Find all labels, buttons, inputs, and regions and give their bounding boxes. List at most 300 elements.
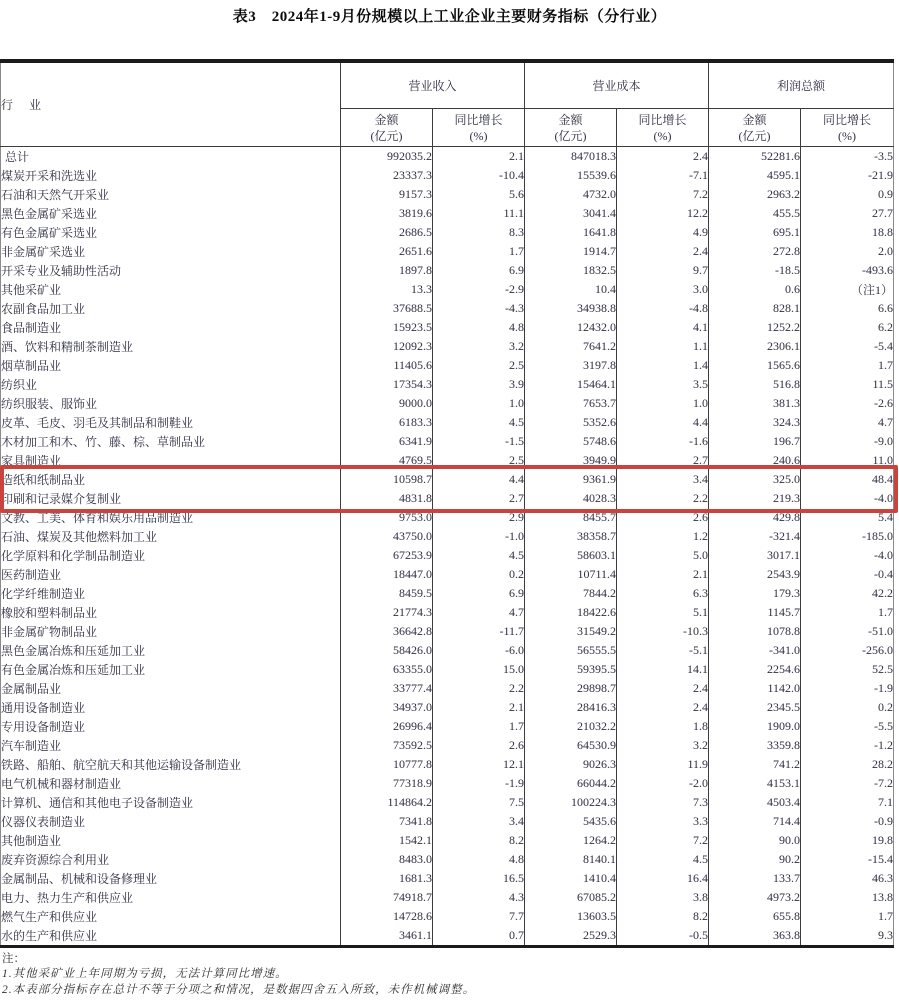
value-cell: 2.1 [617, 565, 709, 584]
industry-cell: 非金属矿物制品业 [1, 625, 98, 639]
value-cell: -10.4 [433, 166, 525, 185]
table-row [1, 546, 894, 565]
value-cell: 3461.1 [341, 926, 433, 947]
value-cell: 714.4 [709, 812, 801, 831]
table-row [1, 603, 894, 622]
value-cell: 4595.1 [709, 166, 801, 185]
value-cell: 4732.0 [525, 185, 617, 204]
subheader-amount-label: 金额 [558, 112, 583, 127]
value-cell: 15539.6 [525, 166, 617, 185]
value-cell: 4.4 [433, 470, 525, 489]
note-item-1: 1.其他采矿业上年同期为亏损，无法计算同比增速。 [2, 968, 288, 980]
table-row [1, 489, 894, 508]
value-cell: 9157.3 [341, 185, 433, 204]
value-cell: -185.0 [801, 527, 894, 546]
value-cell: 1.1 [617, 337, 709, 356]
value-cell: 4153.1 [709, 774, 801, 793]
value-cell: 19.8 [801, 831, 894, 850]
value-cell: -5.1 [617, 641, 709, 660]
value-cell: 3.2 [617, 736, 709, 755]
value-cell: 9.7 [617, 261, 709, 280]
value-cell: 58426.0 [341, 641, 433, 660]
value-cell: 90.0 [709, 831, 801, 850]
value-cell: 325.0 [709, 470, 801, 489]
value-cell: 66044.2 [525, 774, 617, 793]
table-row [1, 470, 894, 489]
industry-cell: 通用设备制造业 [1, 701, 86, 715]
table-row [1, 641, 894, 660]
industry-cell: 化学原料和化学制品制造业 [1, 549, 146, 563]
value-cell: -5.5 [801, 717, 894, 736]
value-cell: 67253.9 [341, 546, 433, 565]
value-cell: 5352.6 [525, 413, 617, 432]
value-cell: 3359.8 [709, 736, 801, 755]
table-row [1, 812, 894, 831]
table-row [1, 185, 894, 204]
subheader-amount-label: 金额 [374, 112, 399, 127]
value-cell: -1.0 [433, 527, 525, 546]
value-cell: 2.5 [433, 451, 525, 470]
value-cell: 10777.8 [341, 755, 433, 774]
value-cell: 7.2 [617, 185, 709, 204]
value-cell: 1078.8 [709, 622, 801, 641]
value-cell: 3.4 [433, 812, 525, 831]
value-cell: 2651.6 [341, 242, 433, 261]
value-cell: 2306.1 [709, 337, 801, 356]
industry-cell: 有色金属矿采选业 [1, 226, 98, 240]
value-cell: 2.5 [433, 356, 525, 375]
value-cell: 2529.3 [525, 926, 617, 947]
table-row [1, 527, 894, 546]
value-cell: 46.3 [801, 869, 894, 888]
notes-label: 注： [2, 953, 25, 965]
col-group-operating-cost: 营业成本 [525, 61, 709, 109]
value-cell: 3041.4 [525, 204, 617, 223]
value-cell: 847018.3 [525, 147, 617, 167]
value-cell: 12.2 [617, 204, 709, 223]
industry-cell: 橡胶和塑料制品业 [1, 606, 98, 620]
value-cell: 1.4 [617, 356, 709, 375]
value-cell: 31549.2 [525, 622, 617, 641]
value-cell: 655.8 [709, 907, 801, 926]
value-cell: 27.7 [801, 204, 894, 223]
value-cell: 695.1 [709, 223, 801, 242]
industry-cell: 黑色金属矿采选业 [1, 207, 98, 221]
value-cell: 2.4 [617, 698, 709, 717]
industry-cell: 水的生产和供应业 [1, 929, 98, 943]
table-row [1, 242, 894, 261]
value-cell: 74918.7 [341, 888, 433, 907]
value-cell: 34937.0 [341, 698, 433, 717]
value-cell: -493.6 [801, 261, 894, 280]
value-cell: 9000.0 [341, 394, 433, 413]
value-cell: 7.5 [433, 793, 525, 812]
value-cell: 2.2 [433, 679, 525, 698]
value-cell: 1.7 [433, 717, 525, 736]
value-cell: 100224.3 [525, 793, 617, 812]
value-cell: 1542.1 [341, 831, 433, 850]
value-cell: 272.8 [709, 242, 801, 261]
value-cell: 6.3 [617, 584, 709, 603]
value-cell: 3.8 [617, 888, 709, 907]
value-cell: 10711.4 [525, 565, 617, 584]
value-cell: 992035.2 [341, 147, 433, 167]
value-cell: -4.8 [617, 299, 709, 318]
value-cell: 8483.0 [341, 850, 433, 869]
value-cell: -21.9 [801, 166, 894, 185]
value-cell: 12432.0 [525, 318, 617, 337]
value-cell: 1252.2 [709, 318, 801, 337]
value-cell: 11.0 [801, 451, 894, 470]
col-group-total-profit: 利润总额 [709, 61, 894, 109]
industry-cell: 有色金属冶炼和压延加工业 [1, 663, 146, 677]
value-cell: 3.2 [433, 337, 525, 356]
value-cell: 2345.5 [709, 698, 801, 717]
value-cell: 4973.2 [709, 888, 801, 907]
value-cell: 11.5 [801, 375, 894, 394]
table-row [1, 299, 894, 318]
value-cell: 8459.5 [341, 584, 433, 603]
value-cell: -321.4 [709, 527, 801, 546]
value-cell: 2.4 [617, 147, 709, 167]
value-cell: 516.8 [709, 375, 801, 394]
value-cell: -0.9 [801, 812, 894, 831]
col-subheader-profit-amount [709, 109, 801, 147]
value-cell: 12.1 [433, 755, 525, 774]
value-cell: 1681.3 [341, 869, 433, 888]
value-cell: 64530.9 [525, 736, 617, 755]
value-cell: 90.2 [709, 850, 801, 869]
value-cell: （注1） [801, 280, 894, 299]
value-cell: -11.7 [433, 622, 525, 641]
industry-cell: 开采专业及辅助性活动 [1, 264, 122, 278]
value-cell: 4.7 [801, 413, 894, 432]
industry-cell: 铁路、船舶、航空航天和其他运输设备制造业 [1, 758, 242, 772]
value-cell: 9361.9 [525, 470, 617, 489]
value-cell: 42.2 [801, 584, 894, 603]
value-cell: 11405.6 [341, 356, 433, 375]
value-cell: 28.2 [801, 755, 894, 774]
value-cell: -18.5 [709, 261, 801, 280]
table-row [1, 926, 894, 947]
value-cell: 18447.0 [341, 565, 433, 584]
industry-cell: 农副食品加工业 [1, 302, 86, 316]
table-row [1, 736, 894, 755]
value-cell: 4.3 [433, 888, 525, 907]
value-cell: 2686.5 [341, 223, 433, 242]
value-cell: 0.2 [433, 565, 525, 584]
value-cell: 1909.0 [709, 717, 801, 736]
value-cell: 5.4 [801, 508, 894, 527]
value-cell: 0.2 [801, 698, 894, 717]
value-cell: 2543.9 [709, 565, 801, 584]
value-cell: 9.3 [801, 926, 894, 947]
value-cell: 0.6 [709, 280, 801, 299]
subheader-growth-label: 同比增长 [638, 112, 687, 127]
subheader-amount-unit: (亿元) [554, 128, 587, 143]
value-cell: 1.7 [801, 603, 894, 622]
table-row [1, 907, 894, 926]
industry-cell: 纺织业 [1, 378, 38, 392]
value-cell: 4.5 [433, 546, 525, 565]
value-cell: 8455.7 [525, 508, 617, 527]
industry-cell: 石油、煤炭及其他燃料加工业 [1, 530, 158, 544]
industry-cell: 造纸和纸制品业 [1, 473, 86, 487]
subheader-growth-label: 同比增长 [823, 112, 872, 127]
value-cell: 15923.5 [341, 318, 433, 337]
value-cell: 43750.0 [341, 527, 433, 546]
value-cell: 179.3 [709, 584, 801, 603]
value-cell: 4503.4 [709, 793, 801, 812]
value-cell: 9026.3 [525, 755, 617, 774]
value-cell: 5.0 [617, 546, 709, 565]
table-row [1, 717, 894, 736]
value-cell: 455.5 [709, 204, 801, 223]
table-row [1, 508, 894, 527]
value-cell: 37688.5 [341, 299, 433, 318]
value-cell: 2.9 [433, 508, 525, 527]
value-cell: 7653.7 [525, 394, 617, 413]
value-cell: 15.0 [433, 660, 525, 679]
industry-cell: 文教、工美、体育和娱乐用品制造业 [1, 511, 194, 525]
subheader-growth-unit: (%) [653, 128, 672, 143]
industry-cell: 其他采矿业 [1, 283, 62, 297]
value-cell: 4.5 [433, 413, 525, 432]
subheader-amount-unit: (亿元) [738, 128, 771, 143]
value-cell: 6.9 [433, 584, 525, 603]
value-cell: 1142.0 [709, 679, 801, 698]
value-cell: 1914.7 [525, 242, 617, 261]
value-cell: 3.3 [617, 812, 709, 831]
note-item-2: 2.本表部分指标存在总计不等于分项之和情况，是数据四舍五入所致，未作机械调整。 [2, 984, 476, 996]
value-cell: 17354.3 [341, 375, 433, 394]
industry-cell: 仪器仪表制造业 [1, 815, 86, 829]
value-cell: 1.7 [801, 907, 894, 926]
value-cell: 7.7 [433, 907, 525, 926]
value-cell: 10598.7 [341, 470, 433, 489]
value-cell: 6.9 [433, 261, 525, 280]
value-cell: 1410.4 [525, 869, 617, 888]
value-cell: -4.0 [801, 546, 894, 565]
value-cell: -7.1 [617, 166, 709, 185]
industry-cell: 木材加工和木、竹、藤、棕、草制品业 [1, 435, 206, 449]
value-cell: 14.1 [617, 660, 709, 679]
value-cell: 38358.7 [525, 527, 617, 546]
value-cell: 6341.9 [341, 432, 433, 451]
industry-cell: 废弃资源综合利用业 [1, 853, 110, 867]
industry-cell: 燃气生产和供应业 [1, 910, 98, 924]
value-cell: 3197.8 [525, 356, 617, 375]
value-cell: 1565.6 [709, 356, 801, 375]
value-cell: 7341.8 [341, 812, 433, 831]
value-cell: 1.7 [433, 242, 525, 261]
col-header-industry: 行 业 [1, 61, 341, 147]
value-cell: 4.4 [617, 413, 709, 432]
value-cell: -1.6 [617, 432, 709, 451]
value-cell: 16.5 [433, 869, 525, 888]
value-cell: 4.9 [617, 223, 709, 242]
value-cell: 2.4 [617, 242, 709, 261]
value-cell: 8.2 [433, 831, 525, 850]
value-cell: -9.0 [801, 432, 894, 451]
value-cell: 52281.6 [709, 147, 801, 167]
value-cell: 67085.2 [525, 888, 617, 907]
industry-cell: 电气机械和器材制造业 [1, 777, 122, 791]
industry-cell: 化学纤维制造业 [1, 587, 86, 601]
value-cell: 16.4 [617, 869, 709, 888]
value-cell: 2.1 [433, 698, 525, 717]
value-cell: 8.3 [433, 223, 525, 242]
industry-cell: 电力、热力生产和供应业 [1, 891, 134, 905]
value-cell: 1.7 [801, 356, 894, 375]
table-row [1, 831, 894, 850]
value-cell: 52.5 [801, 660, 894, 679]
table-row [1, 660, 894, 679]
industry-cell: 烟草制品业 [1, 359, 62, 373]
value-cell: -1.9 [433, 774, 525, 793]
value-cell: 1832.5 [525, 261, 617, 280]
value-cell: 5435.6 [525, 812, 617, 831]
value-cell: 13603.5 [525, 907, 617, 926]
value-cell: 1897.8 [341, 261, 433, 280]
value-cell: -3.5 [801, 147, 894, 167]
value-cell: 1145.7 [709, 603, 801, 622]
value-cell: 7.1 [801, 793, 894, 812]
col-subheader-revenue-growth [433, 109, 525, 147]
value-cell: 1.2 [617, 527, 709, 546]
value-cell: 7844.2 [525, 584, 617, 603]
industry-cell: 专用设备制造业 [1, 720, 86, 734]
value-cell: 7.2 [617, 831, 709, 850]
value-cell: 58603.1 [525, 546, 617, 565]
value-cell: 2.4 [617, 679, 709, 698]
value-cell: 828.1 [709, 299, 801, 318]
table-row [1, 755, 894, 774]
subheader-amount-unit: (亿元) [370, 128, 403, 143]
value-cell: 1641.8 [525, 223, 617, 242]
value-cell: 196.7 [709, 432, 801, 451]
value-cell: 3949.9 [525, 451, 617, 470]
industry-cell: 其他制造业 [1, 834, 62, 848]
industry-cell: 印刷和记录媒介复制业 [1, 492, 122, 506]
table-row [1, 337, 894, 356]
table-row [1, 565, 894, 584]
value-cell: 13.3 [341, 280, 433, 299]
value-cell: 18.8 [801, 223, 894, 242]
value-cell: 8140.1 [525, 850, 617, 869]
value-cell: 2.6 [433, 736, 525, 755]
value-cell: 11.1 [433, 204, 525, 223]
industry-cell: 计算机、通信和其他电子设备制造业 [1, 796, 194, 810]
value-cell: 741.2 [709, 755, 801, 774]
industry-cell: 酒、饮料和精制茶制造业 [1, 340, 134, 354]
value-cell: -6.0 [433, 641, 525, 660]
subheader-growth-unit: (%) [838, 128, 857, 143]
value-cell: -341.0 [709, 641, 801, 660]
value-cell: -2.0 [617, 774, 709, 793]
value-cell: -1.2 [801, 736, 894, 755]
table-row [1, 850, 894, 869]
table-row [1, 261, 894, 280]
value-cell: 3.0 [617, 280, 709, 299]
value-cell: 11.9 [617, 755, 709, 774]
table-row [1, 451, 894, 470]
table-row [1, 394, 894, 413]
col-subheader-revenue-amount [341, 109, 433, 147]
industry-cell: 皮革、毛皮、羽毛及其制品和制鞋业 [1, 416, 194, 430]
value-cell: 4.1 [617, 318, 709, 337]
table-row [1, 679, 894, 698]
col-subheader-cost-amount [525, 109, 617, 147]
value-cell: 0.7 [433, 926, 525, 947]
table-wrap [0, 59, 899, 948]
value-cell: 34938.8 [525, 299, 617, 318]
value-cell: 2254.6 [709, 660, 801, 679]
value-cell: -4.3 [433, 299, 525, 318]
table-title: 表3 2024年1-9月份规模以上工业企业主要财务指标（分行业） [232, 9, 667, 25]
value-cell: 3819.6 [341, 204, 433, 223]
value-cell: 26996.4 [341, 717, 433, 736]
value-cell: -0.4 [801, 565, 894, 584]
value-cell: -4.0 [801, 489, 894, 508]
value-cell: 3.5 [617, 375, 709, 394]
col-subheader-cost-growth [617, 109, 709, 147]
value-cell: 7641.2 [525, 337, 617, 356]
value-cell: 219.3 [709, 489, 801, 508]
table-row [1, 869, 894, 888]
table-header [1, 61, 894, 147]
value-cell: 28416.3 [525, 698, 617, 717]
value-cell: 73592.5 [341, 736, 433, 755]
value-cell: -256.0 [801, 641, 894, 660]
value-cell: 114864.2 [341, 793, 433, 812]
value-cell: 2.1 [433, 147, 525, 167]
table-row [1, 204, 894, 223]
industry-cell: 食品制造业 [1, 321, 62, 335]
col-subheader-profit-growth [801, 109, 894, 147]
table-row [1, 280, 894, 299]
table-row [1, 793, 894, 812]
value-cell: 9753.0 [341, 508, 433, 527]
value-cell: -1.9 [801, 679, 894, 698]
value-cell: 2.6 [617, 508, 709, 527]
value-cell: 3.9 [433, 375, 525, 394]
table-row [1, 356, 894, 375]
value-cell: 4.8 [433, 318, 525, 337]
value-cell: 133.7 [709, 869, 801, 888]
table-body [1, 147, 894, 947]
col-group-operating-revenue: 营业收入 [341, 61, 525, 109]
value-cell: 15464.1 [525, 375, 617, 394]
table-row [1, 698, 894, 717]
value-cell: 29898.7 [525, 679, 617, 698]
value-cell: -2.9 [433, 280, 525, 299]
table-row [1, 147, 894, 167]
value-cell: 1.8 [617, 717, 709, 736]
value-cell: -1.5 [433, 432, 525, 451]
value-cell: 2963.2 [709, 185, 801, 204]
industry-cell: 医药制造业 [1, 568, 62, 582]
industry-cell: 总计 [5, 150, 30, 164]
industry-cell: 家具制造业 [1, 454, 62, 468]
value-cell: 4.8 [433, 850, 525, 869]
subheader-growth-label: 同比增长 [454, 112, 503, 127]
table-row [1, 888, 894, 907]
value-cell: 1.0 [617, 394, 709, 413]
industry-cell: 非金属矿采选业 [1, 245, 86, 259]
subheader-growth-unit: (%) [469, 128, 488, 143]
table-row [1, 432, 894, 451]
